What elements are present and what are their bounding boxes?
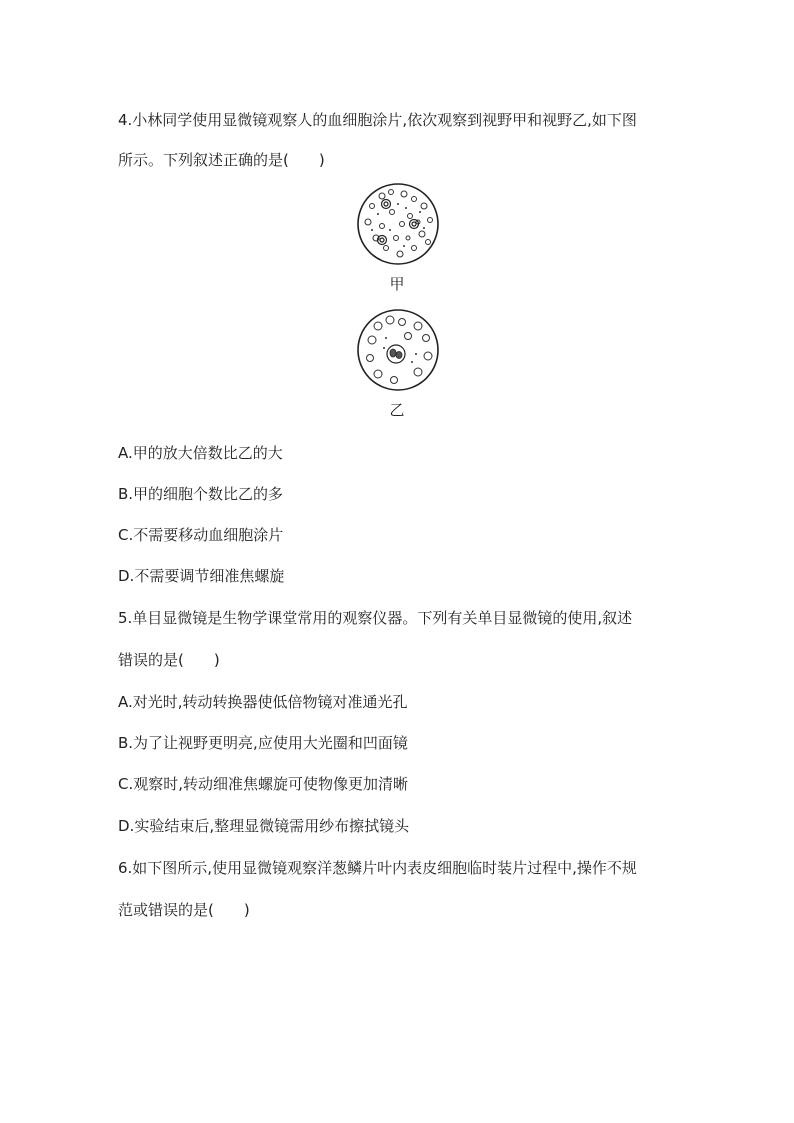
- q5-option-b: B.为了让视野更明亮,应使用大光圈和凹面镜: [118, 734, 408, 752]
- figure-label-jia: 甲: [389, 275, 405, 293]
- q4-option-b: B.甲的细胞个数比乙的多: [118, 485, 284, 503]
- q5-option-c: C.观察时,转动细准焦螺旋可使物像更加清晰: [118, 775, 409, 793]
- q4-option-a: A.甲的放大倍数比乙的大: [118, 444, 283, 462]
- q4-stem-line1: 4.小林同学使用显微镜观察人的血细胞涂片,依次观察到视野甲和视野乙,如下图: [118, 111, 637, 129]
- q5-option-d: D.实验结束后,整理显微镜需用纱布擦拭镜头: [118, 817, 410, 835]
- q4-option-c: C.不需要移动血细胞涂片: [118, 526, 284, 544]
- microscope-field-yi: [356, 308, 440, 392]
- q4-stem-line2: 所示。下列叙述正确的是( ): [118, 151, 325, 169]
- q6-stem-line1: 6.如下图所示,使用显微镜观察洋葱鳞片叶内表皮细胞临时装片过程中,操作不规: [118, 859, 637, 877]
- figure-label-yi: 乙: [389, 401, 405, 419]
- q6-stem-line2: 范或错误的是( ): [118, 901, 250, 919]
- q5-stem-line1: 5.单目显微镜是生物学课堂常用的观察仪器。下列有关单目显微镜的使用,叙述: [118, 609, 633, 627]
- q5-stem-line2: 错误的是( ): [118, 651, 220, 669]
- microscope-field-jia: [356, 182, 440, 266]
- q5-option-a: A.对光时,转动转换器使低倍物镜对准通光孔: [118, 693, 408, 711]
- q4-option-d: D.不需要调节细准焦螺旋: [118, 567, 285, 585]
